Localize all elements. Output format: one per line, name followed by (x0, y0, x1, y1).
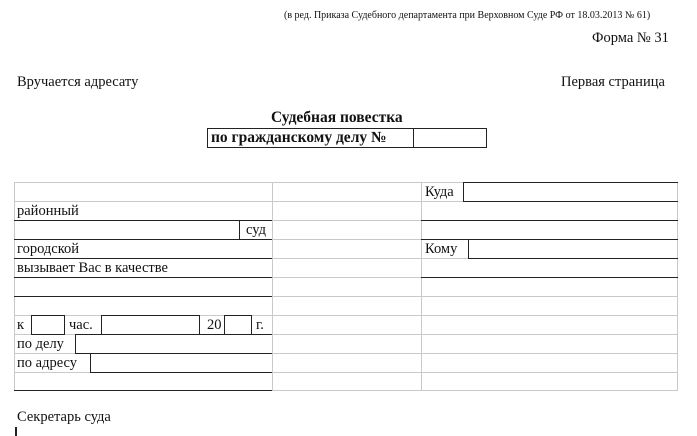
po-adresu-box-top (90, 353, 272, 354)
komu-line-2 (421, 277, 678, 278)
komu-field[interactable] (470, 241, 675, 257)
chas-label: час. (69, 317, 93, 333)
date-field-right (199, 315, 200, 335)
komu-label: Кому (425, 241, 458, 257)
po-delu-box-top (75, 334, 272, 335)
kuda-line-2 (421, 220, 678, 221)
po-delu-label: по делу (17, 336, 64, 352)
year-field[interactable] (225, 316, 251, 334)
date-field[interactable] (102, 316, 199, 334)
po-adresu-box-bottom (90, 372, 272, 373)
capacity-field[interactable] (16, 279, 270, 295)
day-field-bottom (31, 334, 64, 335)
title-box-bottom (207, 147, 487, 148)
court-name-field[interactable] (16, 222, 236, 238)
k-label: к (17, 317, 25, 333)
edition-note: (в ред. Приказа Судебного департамента при Верховном Суде РФ от 18.03.2013 № 61) (284, 10, 651, 21)
komu-line (468, 258, 678, 259)
case-number-field[interactable] (415, 130, 485, 146)
delivered-to-label: Вручается адресату (17, 74, 139, 90)
calls-you-line (14, 277, 272, 278)
court-name-divider (239, 220, 240, 239)
form-number: Форма № 31 (592, 30, 669, 46)
grid-col (677, 182, 678, 391)
kuda-line (463, 201, 678, 202)
grid-col (421, 182, 422, 391)
kuda-box-top (463, 182, 678, 183)
title-box-left (207, 128, 208, 148)
grid-col (272, 182, 273, 391)
gorodskoy-label: городской (17, 241, 80, 257)
kuda-box-left (463, 182, 464, 202)
gorodskoy-line (14, 258, 272, 259)
rayonny-label: районный (17, 203, 79, 219)
day-field-right (64, 315, 65, 335)
g-label: г. (256, 317, 264, 333)
address-line-2 (14, 390, 272, 391)
title-box-right (486, 128, 487, 148)
title-box-divider (413, 128, 414, 148)
sud-label: суд (246, 222, 266, 238)
year-field-right (251, 315, 252, 335)
case-number-label: по гражданскому делу № (211, 129, 387, 146)
rayonny-line (14, 220, 272, 221)
kuda-label: Куда (425, 184, 454, 200)
po-adresu-label: по адресу (17, 355, 77, 371)
year-prefix: 20 (207, 317, 222, 333)
po-adresu-box-left (90, 353, 91, 373)
kuda-field[interactable] (465, 184, 675, 200)
komu-box-left (468, 239, 469, 259)
address-field[interactable] (92, 355, 270, 371)
hour-field[interactable] (32, 316, 64, 334)
court-name-line (14, 239, 272, 240)
page-label: Первая страница (561, 74, 665, 90)
po-delu-box-left (75, 334, 76, 354)
case-field[interactable] (77, 336, 270, 352)
capacity-line (14, 296, 272, 297)
page-title: Судебная повестка (271, 109, 403, 126)
grid-col (14, 182, 15, 391)
kuda-line-3 (421, 239, 678, 240)
text-cursor (15, 427, 17, 436)
calls-you-label: вызывает Вас в качестве (17, 260, 168, 276)
secretary-label: Секретарь суда (17, 409, 111, 425)
title-box-top (207, 128, 487, 129)
